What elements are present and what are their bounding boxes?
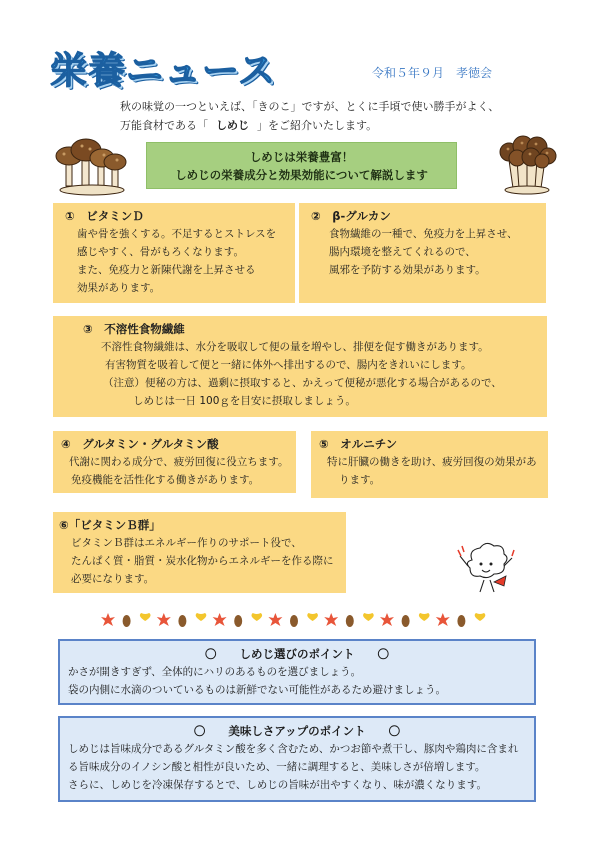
acorn-leaf-icon [123, 615, 131, 627]
points-text-line: かさが開きすぎず、全体的にハリのあるものを選びましょう。 [68, 666, 362, 678]
nutrient-text-line: 感じやすく、骨がもろくなります。 [77, 246, 244, 258]
intro-line-1: 秋の味覚の一つといえば、「きのこ」ですが、とくに手頃で使い勝手がよく、 [120, 100, 500, 113]
autumn-leaves-divider-icon [100, 610, 500, 630]
intro-banner [146, 142, 457, 189]
points-text-line: しめじは旨味成分であるグルタミン酸を多く含むため、かつお節や煮干し、豚肉や鶏肉に含まれ [68, 743, 519, 755]
acorn-leaf-icon [346, 615, 354, 627]
maple-leaf-icon [213, 613, 227, 626]
nutrient-title: ④ グルタミン・グルタミン酸 [61, 437, 219, 451]
nutrient-title: ② β-グルカン [311, 209, 391, 223]
nutrient-text-line: ります。 [339, 474, 381, 486]
nutrient-text-line: 免疫機能を活性化する働きがあります。 [71, 474, 260, 486]
ginkgo-leaf-icon [419, 613, 430, 627]
ginkgo-leaf-icon [475, 613, 486, 627]
points-text-line: る旨味成分のイノシン酸と相性が良いため、一緒に調理すると、美味しさが倍増します。 [68, 761, 486, 773]
nutrient-text-line: ビタミンＢ群はエネルギー作りのサポート役で、 [71, 537, 302, 549]
nutrient-text-line: しめじは一日 100ｇを目安に摂取しましょう。 [133, 395, 356, 407]
acorn-leaf-icon [457, 615, 465, 627]
flavor-up-points-box [58, 716, 536, 802]
points-text-line: さらに、しめじを冷凍保存するとで、しめじの旨味が出やすくなり、味が濃くなります。 [68, 779, 487, 791]
points-title: 〇 しめじ選びのポイント 〇 [205, 647, 389, 661]
nutrient-text-line: また、免疫力と新陳代謝を上昇させる [77, 264, 256, 276]
points-title: 〇 美味しさアップのポイント 〇 [193, 724, 401, 738]
nutrient-text-line: たんぱく質・脂質・炭水化物からエネルギーを作る際に [71, 555, 334, 567]
maple-leaf-icon [157, 613, 171, 626]
shimeji-selection-points-box [58, 639, 536, 705]
points-text-line: 袋の内側に水滴のついているものは新鮮でない可能性があるため避けましょう。 [68, 684, 446, 696]
nutrient-box-ornithine [311, 431, 548, 498]
nutrient-title: ③ 不溶性食物繊維 [83, 322, 185, 336]
maple-leaf-icon [101, 613, 115, 626]
nutrient-text-line: 代謝に関わる成分で、疲労回復に役立ちます。 [69, 456, 289, 468]
page-title: 栄養ニュース [50, 49, 277, 92]
acorn-leaf-icon [402, 615, 410, 627]
nutrient-box-glutamine [53, 431, 296, 493]
nutrient-text-line: （注意）便秘の方は、過剰に摂取すると、かえって便秘が悪化する場合があるので、 [103, 377, 502, 389]
intro-line-2-pre: 万能食材である「 [120, 119, 208, 132]
acorn-leaf-icon [234, 615, 242, 627]
date-author: 令和５年９月 孝徳会 [372, 66, 493, 80]
acorn-leaf-icon [178, 615, 186, 627]
mushroom-cluster-left-icon [52, 134, 132, 196]
maple-leaf-icon [436, 613, 450, 626]
ginkgo-leaf-icon [140, 613, 151, 627]
mushroom-cluster-right-icon [495, 130, 559, 196]
nutrient-title: ① ビタミンＤ [65, 209, 144, 223]
nutrient-box-vitamin-d [53, 203, 295, 303]
maple-leaf-icon [268, 613, 282, 626]
nutrient-title: ⑥「ビタミンＢ群」 [59, 518, 161, 532]
ginkgo-leaf-icon [363, 613, 374, 627]
ginkgo-leaf-icon [196, 613, 207, 627]
intro-shimeji-emphasis: しめじ [216, 119, 249, 132]
nutrient-text-line: 腸内環境を整えてくれるので、 [329, 246, 476, 258]
nutrient-text-line: 風邪を予防する効果があります。 [329, 264, 486, 276]
nutrient-text-line: 必要になります。 [71, 573, 155, 585]
ginkgo-leaf-icon [251, 613, 262, 627]
nutrient-text-line: 不溶性食物繊維は、水分を吸収して便の量を増やし、排便を促す働きがあります。 [101, 341, 489, 353]
intro-line-2 [120, 116, 499, 135]
intro-text [120, 97, 499, 135]
acorn-leaf-icon [290, 615, 298, 627]
nutrient-box-vitamin-b [53, 512, 346, 593]
intro-line-2-post: 」をご紹介いたします。 [257, 119, 378, 132]
nutrient-title: ⑤ オルニチン [319, 437, 398, 451]
nutrient-box-insoluble-fiber [53, 316, 547, 417]
cheering-mascot-icon [454, 542, 520, 598]
nutrient-text-line: 食物繊維の一種で、免疫力を上昇させ、 [329, 228, 518, 240]
nutrient-text-line: 有害物質を吸着して便と一緒に体外へ排出するので、腸内をきれいにします。 [105, 359, 472, 371]
nutrient-box-beta-glucan [299, 203, 546, 303]
nutrient-text-line: 特に肝臓の働きを助け、疲労回復の効果があ [327, 456, 537, 468]
nutrient-text-line: 歯や骨を強くする。不足するとストレスを [77, 228, 277, 240]
banner-line-1: しめじは栄養豊富！ [249, 150, 354, 164]
banner-line-2: しめじの栄養成分と効果効能について解説します [175, 168, 428, 182]
maple-leaf-icon [380, 613, 394, 626]
nutrient-text-line: 効果があります。 [77, 282, 161, 294]
maple-leaf-icon [324, 613, 338, 626]
ginkgo-leaf-icon [307, 613, 318, 627]
